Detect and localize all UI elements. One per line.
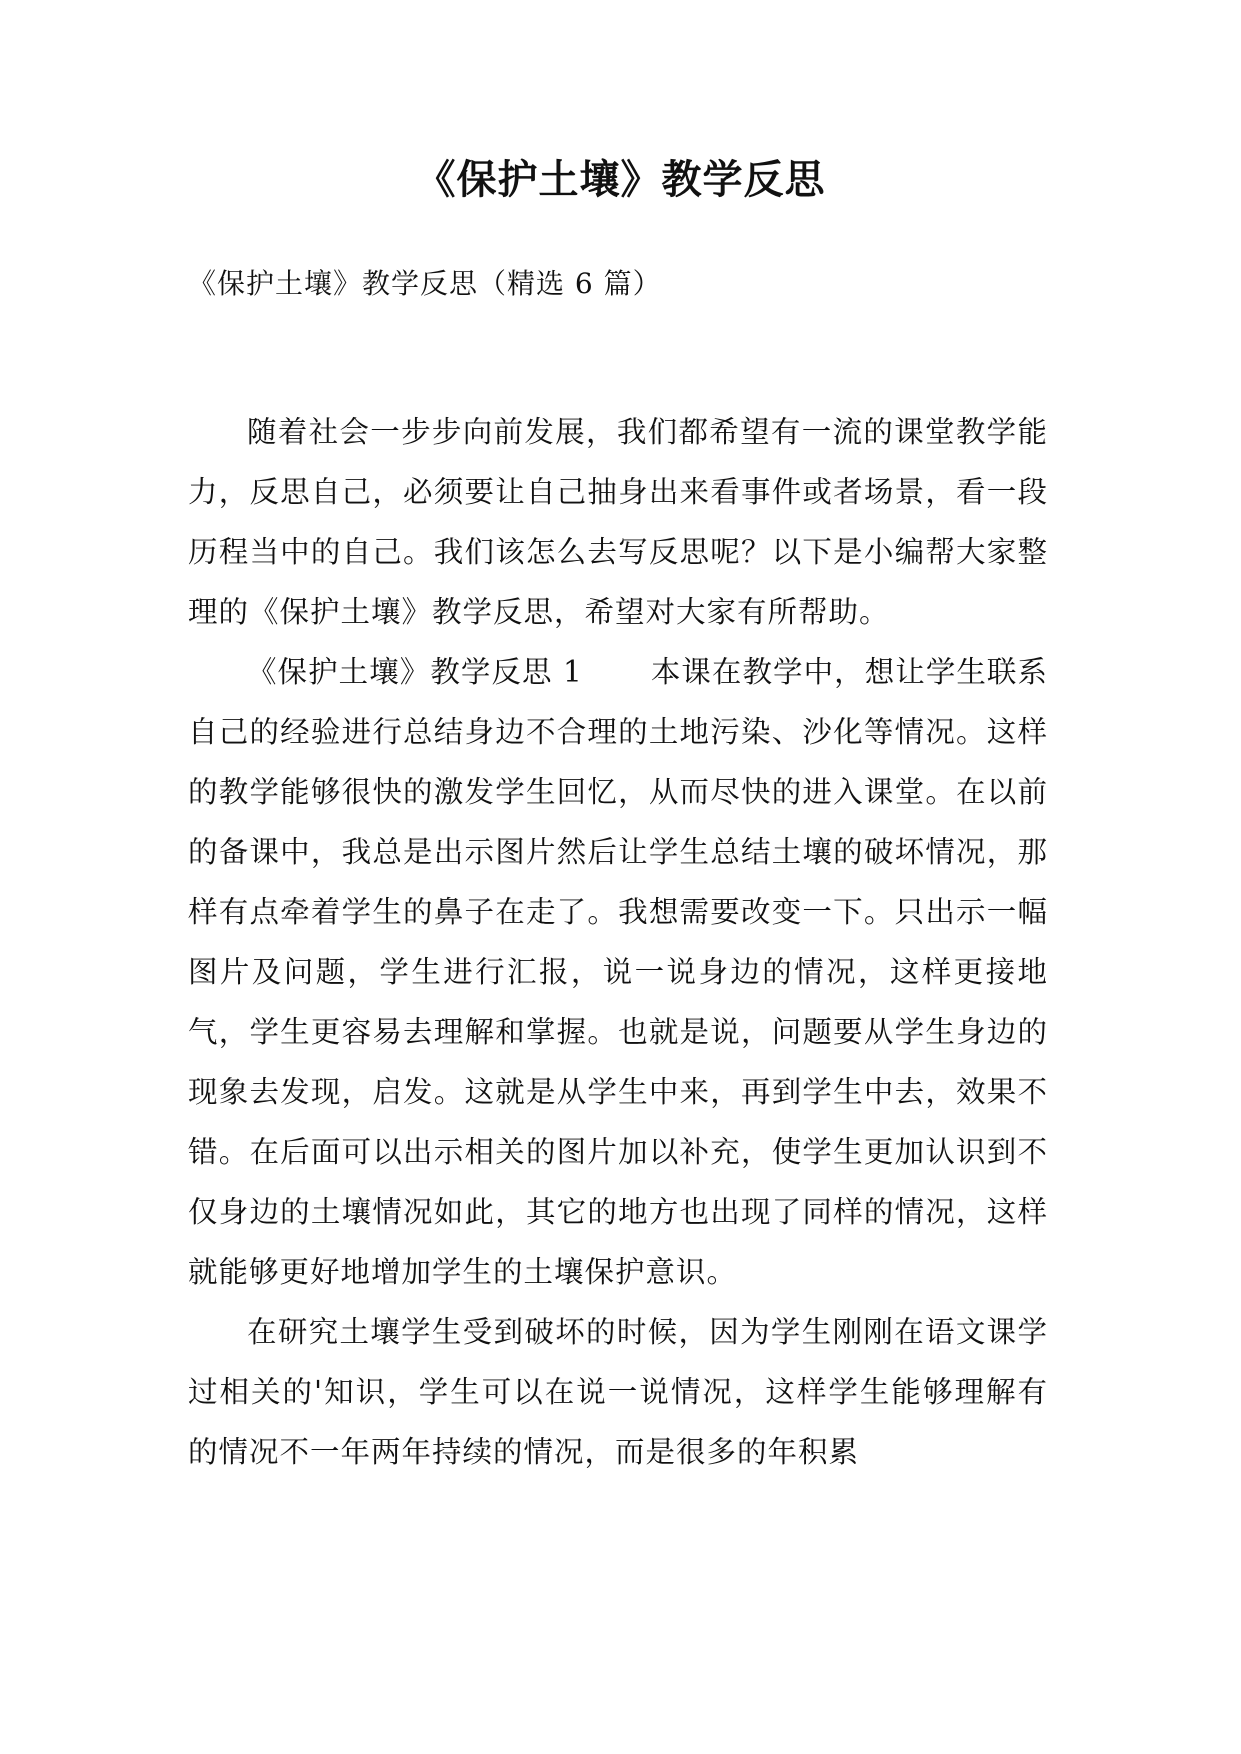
section-1-body: 本课在教学中，想让学生联系自己的经验进行总结身边不合理的土地污染、沙化等情况。这样的教学能够很快的激发学生回忆，从而尽快的进入课堂。在以前的备课中，我总是出示图片然后让学生总结土壤的破坏情况，那样有点牵着学生的鼻子在走了。我想需要改变一下。只出示一幅图片及问题，学生进行汇报，说一说身边的情况，这样更接地气，学生更容易去理解和掌握。也就是说，问题要从学生身边的现象去发现，启发。这就是从学生中来，再到学生中去，效果不错。在后面可以出示相关的图片加以补充，使学生更加认识到不仅身边的土壤情况如此，其它的地方也出现了同样的情况，这样就能够更好地增加学生的土壤保护意识。 [188,655,1048,1289]
third-paragraph: 在研究土壤学生受到破坏的时候，因为学生刚刚在语文课学过相关的'知识，学生可以在说一说情况，这样学生能够理解有的情况不一年两年持续的情况，而是很多的年积累 [188,1315,1048,1469]
intro-paragraph: 随着社会一步步向前发展，我们都希望有一流的课堂教学能力，反思自己，必须要让自己抽身出来看事件或者场景，看一段历程当中的自己。我们该怎么去写反思呢？以下是小编帮大家整理的《保护土壤》教学反思，希望对大家有所帮助。 [188,415,1048,629]
document-body [188,402,1048,1482]
section-1-heading: 《保护土壤》教学反思 1 [247,655,583,689]
document-title: 《保护土壤》教学反思 [415,157,826,203]
document-subtitle: 《保护土壤》教学反思（精选 6 篇） [188,267,662,300]
section-1-paragraph [188,642,1048,1302]
